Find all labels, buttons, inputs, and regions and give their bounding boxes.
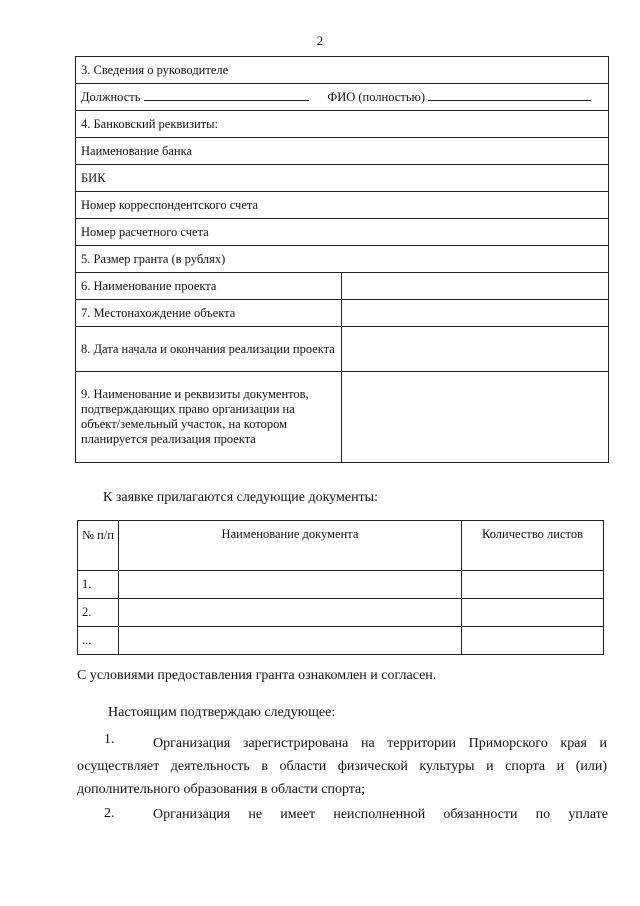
table-row <box>78 627 604 655</box>
table-row <box>76 57 609 84</box>
grant-size-label: 5. Размер гранта (в рублях) <box>76 246 609 273</box>
table-row <box>78 599 604 627</box>
confirm-text: Настоящим подтверждаю следующее: <box>108 705 336 720</box>
table-row <box>78 571 604 599</box>
table-header-row <box>78 521 604 571</box>
table-row <box>76 300 609 327</box>
table-row <box>76 84 609 111</box>
table-row <box>76 138 609 165</box>
table-row <box>76 273 609 300</box>
fio-blank-line <box>428 89 591 101</box>
attach-intro: К заявке прилагаются следующие документы: <box>103 490 378 505</box>
table-row <box>76 165 609 192</box>
item-text: Организация зарегистрирована на территории Приморского края и осуществляет деятельность в области физической культуры и спорта и (или) дополнительного образования в области спорта; <box>77 736 607 797</box>
dates-label: 8. Дата начала и окончания реализации проекта <box>76 327 342 372</box>
table-row <box>76 327 609 372</box>
doc-cell <box>119 627 462 655</box>
row-num: ... <box>78 627 119 655</box>
manager-header: 3. Сведения о руководителе <box>76 57 609 84</box>
row-num: 1. <box>78 571 119 599</box>
fio-label: ФИО (полностью) <box>327 90 426 104</box>
position-blank-line <box>144 89 309 101</box>
qty-cell <box>462 627 604 655</box>
settlement-account-label: Номер расчетного счета <box>76 219 609 246</box>
bank-header: 4. Банковский реквизиты: <box>76 111 609 138</box>
col-doc-header: Наименование документа <box>119 521 462 571</box>
project-name-label: 6. Наименование проекта <box>76 273 342 300</box>
dates-value <box>342 327 609 372</box>
table-row <box>76 111 609 138</box>
row-num: 2. <box>78 599 119 627</box>
doc-cell <box>119 571 462 599</box>
object-location-value <box>342 300 609 327</box>
bank-name-label: Наименование банка <box>76 138 609 165</box>
attachments-table <box>77 520 604 655</box>
item-number: 2. <box>104 806 115 821</box>
qty-cell <box>462 571 604 599</box>
table-row <box>76 372 609 463</box>
object-location-label: 7. Местонахождение объекта <box>76 300 342 327</box>
applicant-info-table <box>75 56 609 463</box>
documents-value <box>342 372 609 463</box>
item-text: Организация не имеет неисполненной обязанности по уплате <box>153 807 608 822</box>
corr-account-label: Номер корреспондентского счета <box>76 192 609 219</box>
project-name-value <box>342 273 609 300</box>
position-fio-cell <box>76 84 609 111</box>
col-qty-header: Количество листов <box>462 521 604 571</box>
qty-cell <box>462 599 604 627</box>
table-row <box>76 192 609 219</box>
agree-text: С условиями предоставления гранта ознакомлен и согласен. <box>77 668 437 683</box>
position-label: Должность <box>81 90 141 104</box>
col-num-header: № п/п <box>78 521 119 571</box>
documents-label: 9. Наименование и реквизиты документов, подтверждающих право организации на объект/земельный участок, на котором планируется реализация проекта <box>76 372 342 463</box>
page-number: 2 <box>316 33 324 48</box>
doc-cell <box>119 599 462 627</box>
bik-label: БИК <box>76 165 609 192</box>
table-row <box>76 219 609 246</box>
table-row <box>76 246 609 273</box>
item-number: 1. <box>104 732 115 747</box>
